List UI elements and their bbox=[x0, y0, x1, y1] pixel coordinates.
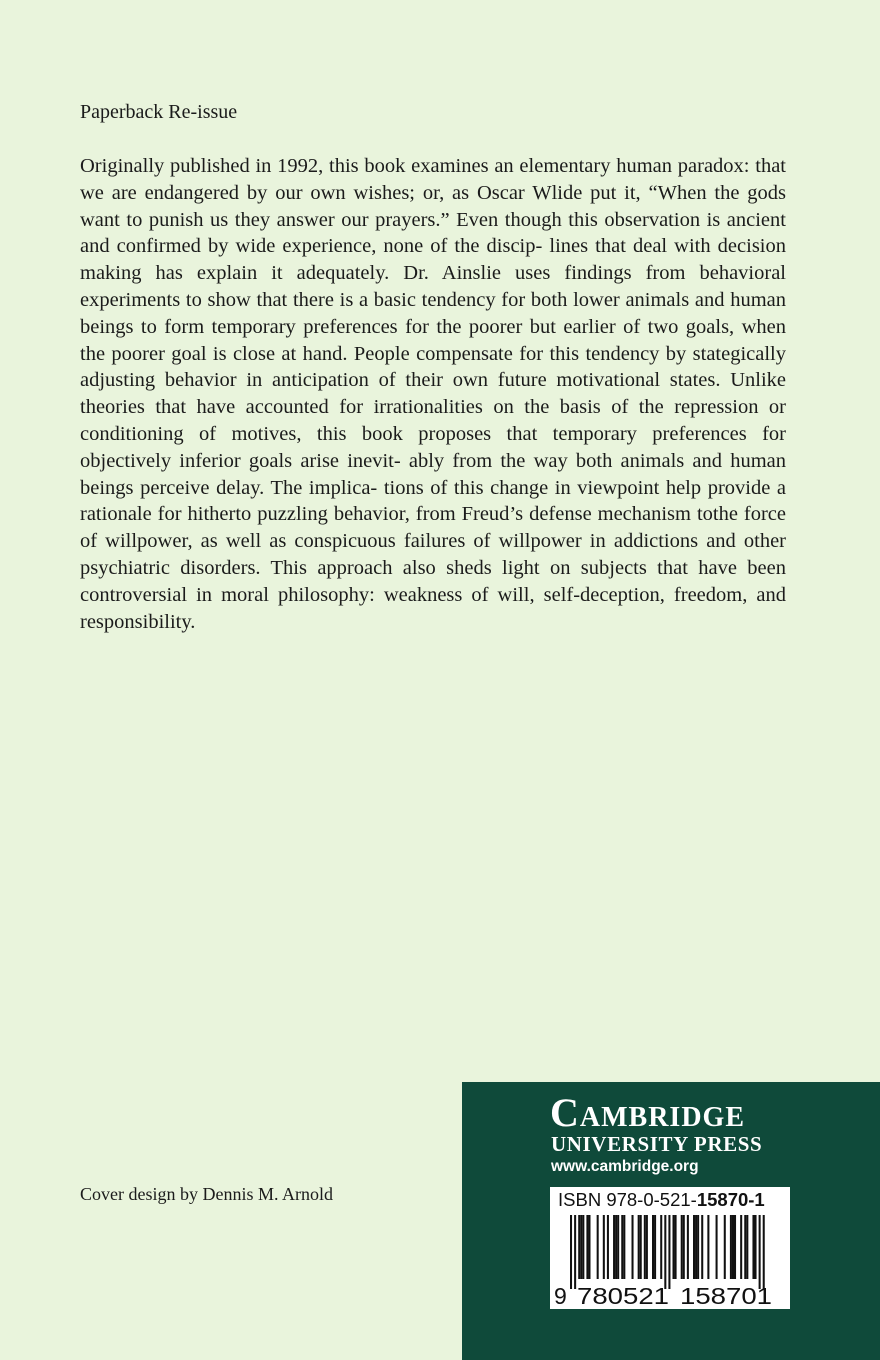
description-line: “When the gods want to punish us they answer our prayers.” Even though this bbox=[80, 181, 787, 231]
barcode-bar bbox=[697, 1215, 699, 1279]
barcode-bar bbox=[687, 1215, 689, 1279]
barcode-bar bbox=[746, 1215, 748, 1279]
barcode-bar bbox=[570, 1215, 572, 1289]
barcode-bar bbox=[638, 1215, 640, 1279]
barcode-bar bbox=[654, 1215, 656, 1279]
publisher-panel bbox=[462, 1082, 880, 1360]
barcode-bar bbox=[730, 1215, 732, 1279]
barcode-bar bbox=[588, 1215, 590, 1279]
barcode-bar bbox=[693, 1215, 695, 1279]
publisher-logo-subtitle: UNIVERSITY PRESS bbox=[551, 1132, 763, 1156]
barcode-bar bbox=[683, 1215, 685, 1279]
barcode-bar bbox=[740, 1215, 742, 1279]
barcode-bar bbox=[724, 1215, 726, 1279]
barcode-bar bbox=[615, 1215, 617, 1279]
barcode-bar bbox=[673, 1215, 675, 1279]
isbn-prefix: ISBN 978-0-521- bbox=[558, 1189, 697, 1210]
barcode-bar bbox=[617, 1215, 619, 1279]
barcode-bar bbox=[640, 1215, 642, 1279]
barcode-bar bbox=[681, 1215, 683, 1279]
barcode-bar bbox=[744, 1215, 746, 1279]
barcode-digits-left: 780521 bbox=[577, 1283, 669, 1309]
description-line: conspicuous failures of willpower in addictions and other psychiatric disorders. bbox=[80, 530, 787, 579]
barcode-bar bbox=[701, 1215, 703, 1279]
description-line: Originally published in 1992, this book examines an elementary human bbox=[80, 155, 673, 177]
description-line: both lower animals and human beings to form temporary preferences for the bbox=[80, 288, 786, 338]
description-line: paradox: that we are endangered by our own wishes; or, as Oscar Wlide put it, bbox=[80, 155, 786, 204]
barcode-bar bbox=[695, 1215, 697, 1279]
description-line: observation is ancient and confirmed by wide experience, none of the discip- bbox=[80, 208, 786, 258]
barcode-bar bbox=[623, 1215, 625, 1279]
barcode-bar bbox=[668, 1215, 670, 1289]
barcode-bar bbox=[582, 1215, 584, 1279]
description-line: This approach also sheds light on subjects that have been controversial in moral bbox=[80, 556, 786, 606]
reissue-label: Paperback Re-issue bbox=[80, 101, 238, 123]
barcode-bars bbox=[570, 1215, 765, 1289]
description-line: lines that deal with decision making has explain it adequately. Dr. Ainslie uses bbox=[80, 235, 786, 285]
barcode-bar bbox=[716, 1215, 718, 1279]
barcode-bar bbox=[660, 1215, 662, 1279]
description-line: of their own future motivational states. Unlike theories that have accounted for bbox=[80, 369, 787, 419]
barcode-bar bbox=[734, 1215, 736, 1279]
description-line: findings from behavioral experiments to show that there is a basic tendency for bbox=[80, 262, 786, 311]
barcode-bar bbox=[603, 1215, 605, 1279]
description-line: compensate for this tendency by stategically adjusting behavior in anticipation bbox=[80, 342, 786, 392]
book-description bbox=[80, 153, 786, 635]
barcode-bar bbox=[755, 1215, 757, 1279]
barcode-bar bbox=[586, 1215, 588, 1279]
barcode-bar bbox=[664, 1215, 666, 1289]
barcode-bar bbox=[597, 1215, 599, 1279]
isbn-suffix: 15870-1 bbox=[696, 1189, 765, 1210]
barcode-bar bbox=[613, 1215, 615, 1279]
barcode-bar bbox=[580, 1215, 582, 1279]
barcode-bar bbox=[763, 1215, 765, 1289]
barcode-bar bbox=[646, 1215, 648, 1279]
description-line: behavior, from Freud’s defense mechanism tothe force of willpower, as well as bbox=[80, 503, 786, 553]
barcode-bar bbox=[707, 1215, 709, 1279]
barcode-digit-first: 9 bbox=[554, 1283, 567, 1309]
barcode-bar bbox=[607, 1215, 609, 1279]
barcode-bar bbox=[652, 1215, 654, 1279]
description-line: irrationalities on the basis of the repression or conditioning of motives, this book bbox=[80, 396, 787, 445]
description-line: tions of this change in viewpoint help provide a rationale for hitherto puzzling bbox=[80, 476, 787, 526]
barcode-bar bbox=[675, 1215, 677, 1279]
cover-design-credit: Cover design by Dennis M. Arnold bbox=[80, 1184, 333, 1204]
barcode-bar bbox=[732, 1215, 734, 1279]
barcode-bar bbox=[644, 1215, 646, 1279]
barcode-bar bbox=[632, 1215, 634, 1279]
barcode-bar bbox=[578, 1215, 580, 1279]
publisher-logo-name: Cambridge bbox=[550, 1090, 746, 1135]
barcode-bar bbox=[574, 1215, 576, 1289]
description-line: proposes that temporary preferences for objectively inferior goals arise inevit- bbox=[80, 422, 787, 472]
barcode-bar bbox=[752, 1215, 754, 1279]
description-line: ably from the way both animals and human beings perceive delay. The implica- bbox=[80, 449, 786, 499]
barcode-bar bbox=[759, 1215, 761, 1289]
description-line: philosophy: weakness of will, self-deception, freedom, and responsibility. bbox=[80, 583, 786, 633]
description-line: poorer but earlier of two goals, when the poorer goal is close at hand. People bbox=[80, 315, 786, 365]
barcode-box bbox=[550, 1187, 790, 1309]
barcode-digits-right: 158701 bbox=[680, 1283, 772, 1309]
barcode-bar bbox=[621, 1215, 623, 1279]
isbn-barcode bbox=[550, 1213, 790, 1309]
publisher-website: www.cambridge.org bbox=[551, 1158, 699, 1175]
isbn-label bbox=[558, 1189, 765, 1211]
